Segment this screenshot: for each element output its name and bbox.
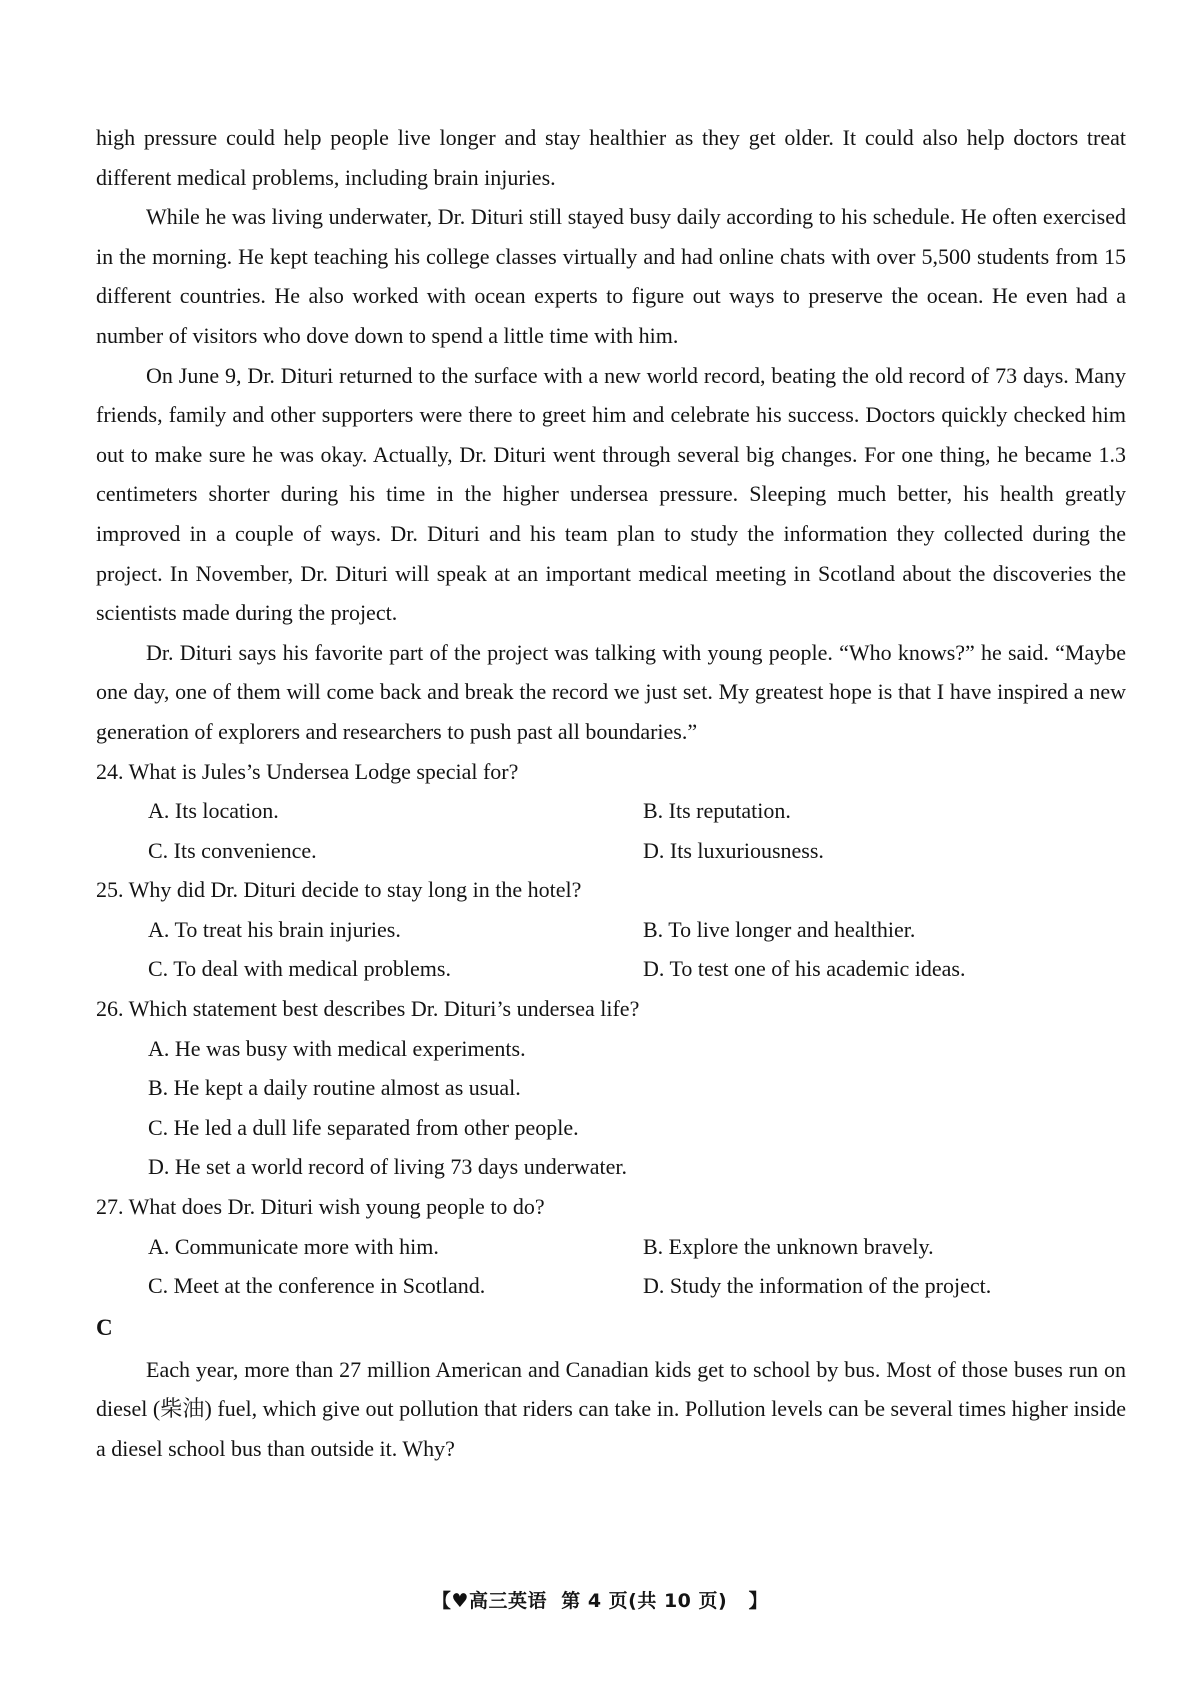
option-d: D. He set a world record of living 73 days underwater. [148, 1154, 627, 1180]
page-footer [0, 1586, 1200, 1613]
option-b: B. He kept a daily routine almost as usual. [148, 1075, 521, 1101]
option-a: A. He was busy with medical experiments. [148, 1035, 526, 1061]
option-c: C. Meet at the conference in Scotland. [148, 1273, 486, 1299]
option-a: A. To treat his brain injuries. [148, 916, 401, 942]
question-26 [96, 989, 1126, 1187]
option-d: D. Its luxuriousness. [643, 837, 824, 863]
passage-paragraph-1: high pressure could help people live longer and stay healthier as they get older. It could also help doctors treat different medical problems, including brain injuries. [96, 125, 1126, 190]
section-c-paragraph: Each year, more than 27 million American and Canadian kids get to school by bus. Most of those buses run on diesel (柴油) fuel, which give out pollution that riders can take in. Pollution levels can be several times higher inside a diesel school bus than outside it. Why? [96, 1356, 1126, 1461]
question-options [96, 910, 1126, 989]
footer-close-bracket: 】 [748, 1590, 769, 1612]
passage-paragraph-3: On June 9, Dr. Dituri returned to the surface with a new world record, beating the old record of 73 days. Many friends, family and other supporters were there to greet him and celebrate his success. Doctors quickly checked him out to make sure he was okay. Actually, Dr. Dituri went through several big changes. For one thing, he became 1.3 centimeters shorter during his time in the higher undersea pressure. Sleeping much better, his health greatly improved in a couple of ways. Dr. Dituri and his team plan to study the information they collected during the project. In November, Dr. Dituri will speak at an important medical meeting in Scotland about the discoveries the scientists made during the project. [96, 362, 1126, 626]
option-b: B. Its reputation. [643, 798, 791, 824]
question-stem: 26. Which statement best describes Dr. Dituri’s undersea life? [96, 996, 640, 1022]
footer-page-info: 第 4 页(共 10 页) [561, 1590, 728, 1612]
question-stem: 24. What is Jules’s Undersea Lodge special for? [96, 758, 519, 784]
section-heading: C [96, 1314, 113, 1340]
question-24 [96, 752, 1126, 871]
passage-paragraph-2: While he was living underwater, Dr. Dituri still stayed busy daily according to his schedule. He often exercised in the morning. He kept teaching his college classes virtually and had online chats with over 5,500 students from 15 different countries. He also worked with ocean experts to figure out ways to preserve the ocean. He even had a number of visitors who dove down to spend a little time with him. [96, 204, 1126, 348]
question-options [96, 791, 1126, 870]
option-c: C. Its convenience. [148, 837, 317, 863]
question-25 [96, 870, 1126, 989]
option-a: A. Communicate more with him. [148, 1233, 439, 1259]
option-d: D. To test one of his academic ideas. [643, 956, 966, 982]
heart-icon: ♥ [451, 1590, 469, 1612]
option-d: D. Study the information of the project. [643, 1273, 992, 1299]
question-stem: 27. What does Dr. Dituri wish young people to do? [96, 1194, 545, 1220]
question-options [96, 1029, 1126, 1187]
option-c: C. To deal with medical problems. [148, 956, 451, 982]
option-b: B. Explore the unknown bravely. [643, 1233, 934, 1259]
page-content [96, 118, 1126, 1469]
footer-subject: 高三英语 [468, 1590, 547, 1612]
passage-paragraph-4: Dr. Dituri says his favorite part of the project was talking with young people. “Who knows?” he said. “Maybe one day, one of them will come back and break the record we just set. My greatest hope is that I have inspired a new generation of explorers and researchers to push past all boundaries.” [96, 639, 1126, 744]
footer-open-bracket: 【 [431, 1590, 452, 1612]
question-stem: 25. Why did Dr. Dituri decide to stay long in the hotel? [96, 877, 582, 903]
option-a: A. Its location. [148, 798, 279, 824]
question-27 [96, 1187, 1126, 1306]
option-c: C. He led a dull life separated from other people. [148, 1114, 579, 1140]
option-b: B. To live longer and healthier. [643, 916, 916, 942]
question-options [96, 1227, 1126, 1306]
